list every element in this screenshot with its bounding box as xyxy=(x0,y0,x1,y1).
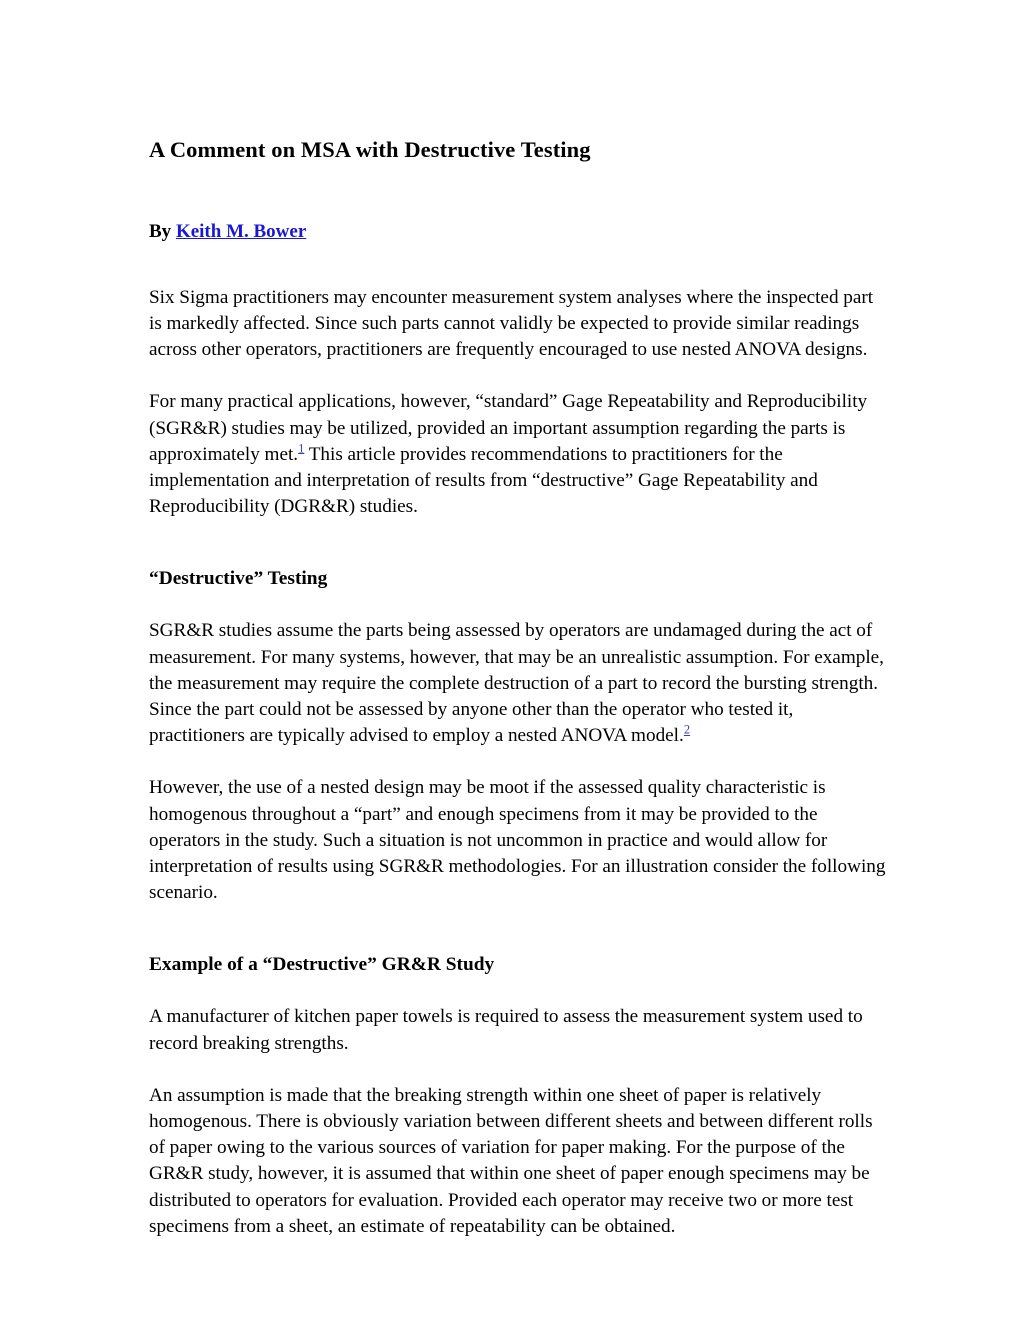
paragraph-sgrr-assumption xyxy=(149,389,889,520)
byline-prefix: By xyxy=(149,221,176,242)
author-link[interactable]: Keith M. Bower xyxy=(175,221,307,242)
page-title: A Comment on MSA with Destructive Testing xyxy=(149,137,591,162)
paragraph-sgrr-assumption-text-after-footnote: This article provides recommendations to practitioners for the implementation and interpretation of results from “destructive” Gage Repeatability and Reproducibility (DGR&R) studies. xyxy=(149,443,818,518)
paragraph-destructive-assumption xyxy=(149,618,889,749)
paragraph-intro: Six Sigma practitioners may encounter measurement system analyses where the inspected part is markedly affected. Since such parts cannot validly be expected to provide similar readings across other operators, practitioners are frequently encouraged to use nested ANOVA designs. xyxy=(149,286,874,361)
document-body xyxy=(149,136,889,1240)
section-heading-destructive-testing: “Destructive” Testing xyxy=(149,568,328,590)
paragraph-homogeneity-assumption: An assumption is made that the breaking strength within one sheet of paper is relatively homogenous. There is obviously variation between different sheets and between different rolls of paper owing to the various sources of variation for paper making. For the purpose of the GR&R study, however, it is assumed that within one sheet of paper enough specimens may be distributed to operators for evaluation. Provided each operator may receive two or more test specimens from a sheet, an estimate of repeatability can be obtained. xyxy=(149,1084,873,1237)
paragraph-manufacturer-example: A manufacturer of kitchen paper towels is required to assess the measurement system used to record breaking strengths. xyxy=(149,1006,863,1054)
footnote-ref-1[interactable]: 1 xyxy=(298,441,305,456)
paragraph-sgrr-assumption-text-before-footnote: For many practical applications, however, “standard” Gage Repeatability and Reproducibility (SGR&R) studies may be utilized, provided an important assumption regarding the parts is approximately met. xyxy=(149,391,868,465)
byline xyxy=(149,220,889,244)
section-heading-example-grr-study: Example of a “Destructive” GR&R Study xyxy=(149,954,495,976)
footnote-ref-2[interactable]: 2 xyxy=(683,722,691,737)
paragraph-destructive-assumption-text: SGR&R studies assume the parts being assessed by operators are undamaged during the act of measurement. For many systems, however, that may be an unrealistic assumption. For example, the measurement may require the complete destruction of a part to record the bursting strength. Since the part could not be assessed by anyone other than the operator who tested it, practitioners are typically advised to employ a nested ANOVA model. xyxy=(149,620,884,747)
paragraph-nested-design-moot: However, the use of a nested design may be moot if the assessed quality characteristic is homogenous throughout a “part” and enough specimens from it may be provided to the operators in the study. Such a situation is not uncommon in practice and would allow for interpretation of results using SGR&R methodologies. For an illustration consider the following scenario. xyxy=(149,777,886,904)
